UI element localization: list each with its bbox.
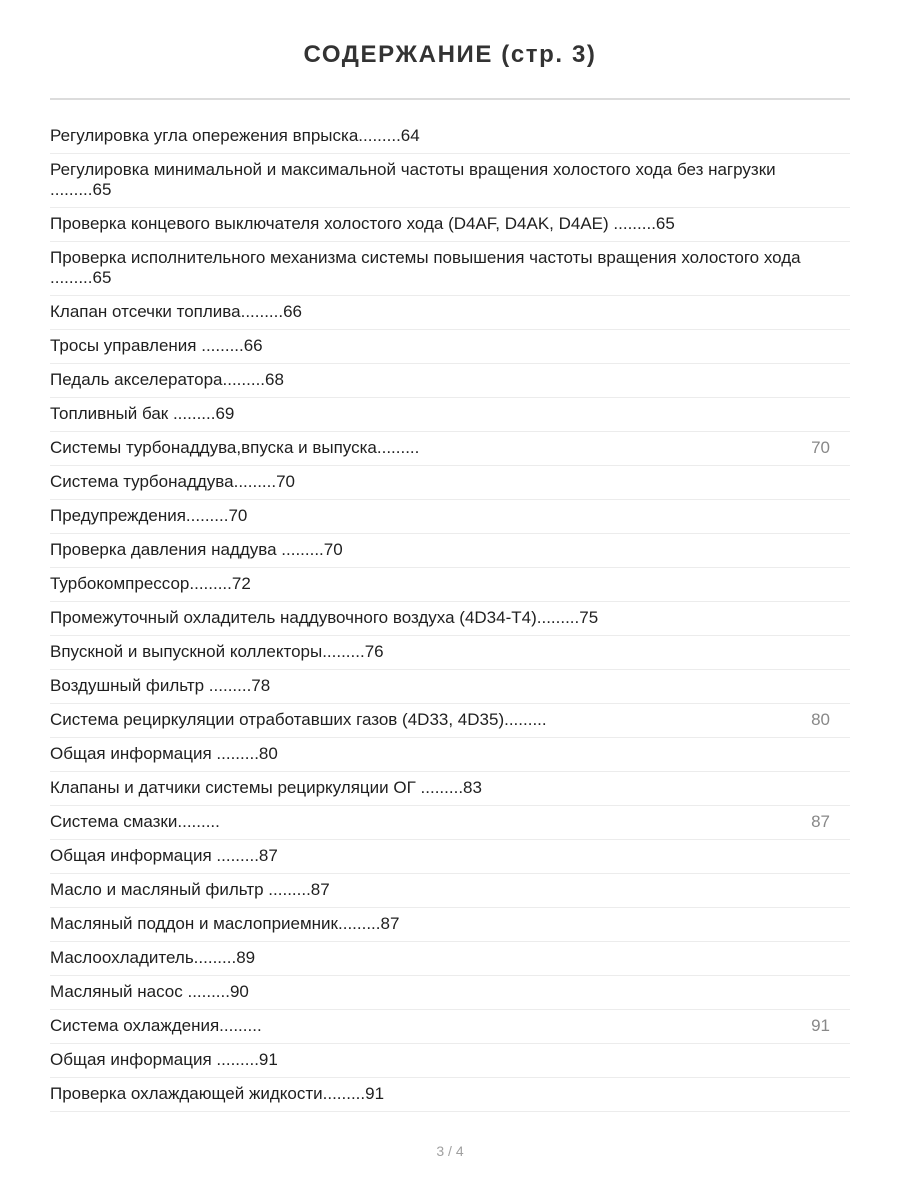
toc-entry[interactable] (50, 534, 850, 568)
toc-entry-title: Предупреждения.........70 (50, 506, 248, 525)
toc-entry-page-number: 80 (811, 710, 830, 729)
toc-entry-title: Регулировка угла опережения впрыска.........64 (50, 126, 420, 145)
toc-entry-page-number: 87 (811, 812, 830, 831)
toc-entry-title: Клапаны и датчики системы рециркуляции ОГ .........83 (50, 778, 482, 797)
toc-entry[interactable] (50, 432, 850, 466)
toc-entry-title: Проверка концевого выключателя холостого хода (D4AF, D4AK, D4AE) .........65 (50, 214, 675, 233)
page-title: СОДЕРЖАНИЕ (стр. 3) (303, 41, 597, 68)
toc-entry[interactable] (50, 704, 850, 738)
toc-entry[interactable] (50, 942, 850, 976)
toc-entry-title: Масляный насос .........90 (50, 982, 249, 1001)
toc-entry[interactable] (50, 874, 850, 908)
toc-entry[interactable] (50, 242, 850, 296)
toc-entry[interactable] (50, 976, 850, 1010)
toc-entry-title: Проверка исполнительного механизма системы повышения частоты вращения холостого хода .........65 (50, 248, 801, 287)
toc-entry[interactable] (50, 330, 850, 364)
toc-entry-title: Общая информация .........87 (50, 846, 278, 865)
toc-entry[interactable] (50, 1010, 850, 1044)
toc-entry-title: Клапан отсечки топлива.........66 (50, 302, 303, 321)
toc-entry-title: Система турбонаддува.........70 (50, 472, 296, 491)
toc-entry-page-number: 91 (811, 1016, 830, 1035)
toc-entry-title: Впускной и выпускной коллекторы.........76 (50, 642, 384, 661)
table-of-contents (50, 120, 850, 1112)
toc-entry[interactable] (50, 296, 850, 330)
toc-entry[interactable] (50, 636, 850, 670)
document-page (50, 0, 850, 1112)
toc-entry[interactable] (50, 670, 850, 704)
toc-entry-title: Общая информация .........80 (50, 744, 278, 763)
toc-entry-title: Педаль акселератора.........68 (50, 370, 284, 389)
toc-entry-title: Масло и масляный фильтр .........87 (50, 880, 330, 899)
toc-entry-title: Регулировка минимальной и максимальной частоты вращения холостого хода без нагрузки .........65 (50, 160, 776, 199)
toc-entry-title: Системы турбонаддува,впуска и выпуска......... (50, 438, 420, 457)
toc-entry[interactable] (50, 208, 850, 242)
toc-entry[interactable] (50, 908, 850, 942)
toc-entry[interactable] (50, 772, 850, 806)
toc-entry[interactable] (50, 1044, 850, 1078)
page-indicator: 3 / 4 (436, 1143, 464, 1159)
toc-entry[interactable] (50, 398, 850, 432)
toc-entry[interactable] (50, 738, 850, 772)
toc-entry-title: Тросы управления .........66 (50, 336, 263, 355)
toc-entry-title: Промежуточный охладитель наддувочного воздуха (4D34-T4).........75 (50, 608, 599, 627)
title-divider (50, 98, 850, 100)
toc-entry[interactable] (50, 364, 850, 398)
toc-entry-title: Топливный бак .........69 (50, 404, 235, 423)
toc-entry[interactable] (50, 120, 850, 154)
toc-entry[interactable] (50, 806, 850, 840)
toc-entry-title: Воздушный фильтр .........78 (50, 676, 271, 695)
toc-entry[interactable] (50, 602, 850, 636)
toc-entry-title: Общая информация .........91 (50, 1050, 278, 1069)
toc-entry-title: Турбокомпрессор.........72 (50, 574, 251, 593)
toc-entry[interactable] (50, 466, 850, 500)
toc-entry-title: Проверка охлаждающей жидкости.........91 (50, 1084, 385, 1103)
toc-entry[interactable] (50, 568, 850, 602)
toc-entry[interactable] (50, 840, 850, 874)
toc-entry-title: Масляный поддон и маслоприемник.........87 (50, 914, 400, 933)
toc-entry-title: Система охлаждения......... (50, 1016, 262, 1035)
toc-entry[interactable] (50, 154, 850, 208)
toc-entry-title: Маслоохладитель.........89 (50, 948, 256, 967)
toc-entry[interactable] (50, 500, 850, 534)
toc-entry-title: Проверка давления наддува .........70 (50, 540, 343, 559)
toc-entry-page-number: 70 (811, 438, 830, 457)
toc-entry-title: Система рециркуляции отработавших газов (4D33, 4D35)......... (50, 710, 547, 729)
toc-entry[interactable] (50, 1078, 850, 1112)
toc-entry-title: Система смазки......... (50, 812, 220, 831)
